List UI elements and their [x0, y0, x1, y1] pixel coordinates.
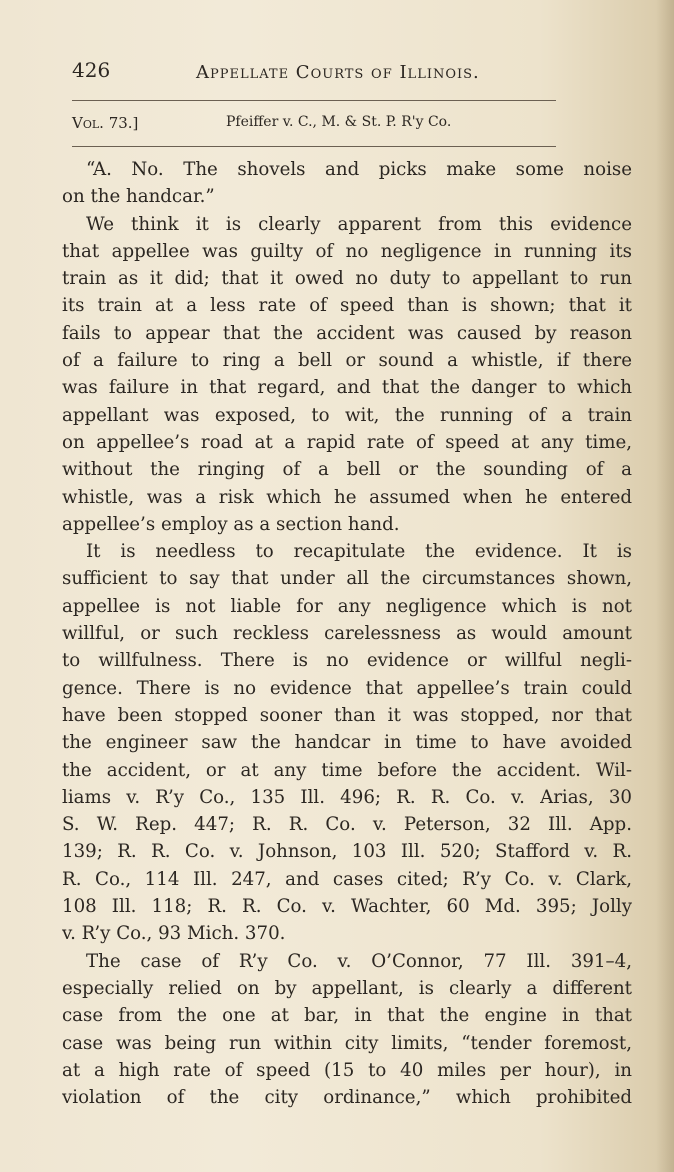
- text-line: its train at a less rate of speed than is shown; that it: [62, 295, 632, 317]
- page-number: 426: [72, 58, 111, 82]
- text-line: willful, or such reckless carelessness as would amount: [62, 623, 632, 645]
- text-line: on the handcar.”: [62, 186, 215, 208]
- text-line: case from the one at bar, in that the engine in that: [62, 1005, 632, 1027]
- text-line: gence. There is no evidence that appellee’s train could: [62, 677, 632, 699]
- text-line: the accident, or at any time before the accident. Wil-: [62, 759, 632, 781]
- text-line: The case of R’y Co. v. O’Connor, 77 Ill. 391–4,: [86, 950, 632, 972]
- case-caption: [72, 114, 632, 138]
- case-name: Pfeiffer v. C., M. & St. P. R'y Co.: [226, 114, 452, 130]
- text-line: appellant was exposed, to wit, the running of a train: [62, 404, 632, 426]
- text-line: appellee is not liable for any negligence which is not: [62, 595, 632, 617]
- text-line: case was being run within city limits, “tender foremost,: [62, 1032, 632, 1054]
- text-line: 108 Ill. 118; R. R. Co. v. Wachter, 60 Md. 395; Jolly: [62, 896, 632, 918]
- caption-rule: [72, 146, 556, 147]
- text-line: of a failure to ring a bell or sound a whistle, if there: [62, 350, 632, 372]
- text-line: the engineer saw the handcar in time to have avoided: [62, 732, 632, 754]
- page-header: [72, 58, 532, 88]
- text-line: was failure in that regard, and that the danger to which: [62, 377, 632, 399]
- running-title: Appellate Courts of Illinois.: [196, 62, 480, 83]
- page-edge-shadow: [656, 0, 674, 1172]
- text-line: It is needless to recapitulate the evidence. It is: [86, 541, 632, 563]
- text-line: liams v. R’y Co., 135 Ill. 496; R. R. Co. v. Arias, 30: [62, 786, 632, 808]
- text-line: on appellee’s road at a rapid rate of speed at any time,: [62, 431, 632, 453]
- volume-label: Vol. 73.]: [72, 114, 139, 132]
- text-line: violation of the city ordinance,” which prohibited: [62, 1087, 632, 1109]
- text-line: 139; R. R. Co. v. Johnson, 103 Ill. 520; Stafford v. R.: [62, 841, 632, 863]
- text-line: sufficient to say that under all the circumstances shown,: [62, 568, 632, 590]
- text-line: especially relied on by appellant, is clearly a different: [62, 977, 632, 999]
- text-line: to willfulness. There is no evidence or willful negli-: [62, 650, 632, 672]
- text-line: without the ringing of a bell or the sounding of a: [62, 459, 632, 481]
- text-line: R. Co., 114 Ill. 247, and cases cited; R’y Co. v. Clark,: [62, 868, 632, 890]
- text-line: whistle, was a risk which he assumed when he entered: [62, 486, 632, 508]
- text-line: S. W. Rep. 447; R. R. Co. v. Peterson, 32 Ill. App.: [62, 814, 632, 836]
- text-line: appellee’s employ as a section hand.: [62, 513, 400, 535]
- text-line: train as it did; that it owed no duty to appellant to run: [62, 268, 632, 290]
- opinion-text: [62, 156, 632, 1111]
- text-line: have been stopped sooner than it was stopped, nor that: [62, 704, 632, 726]
- text-line: at a high rate of speed (15 to 40 miles per hour), in: [62, 1059, 632, 1081]
- text-line: “A. No. The shovels and picks make some noise: [86, 159, 632, 180]
- text-line: We think it is clearly apparent from this evidence: [86, 213, 632, 235]
- header-rule: [72, 100, 556, 101]
- text-line: that appellee was guilty of no negligence in running its: [62, 240, 632, 262]
- text-line: fails to appear that the accident was caused by reason: [62, 322, 632, 344]
- text-line: v. R’y Co., 93 Mich. 370.: [62, 923, 286, 945]
